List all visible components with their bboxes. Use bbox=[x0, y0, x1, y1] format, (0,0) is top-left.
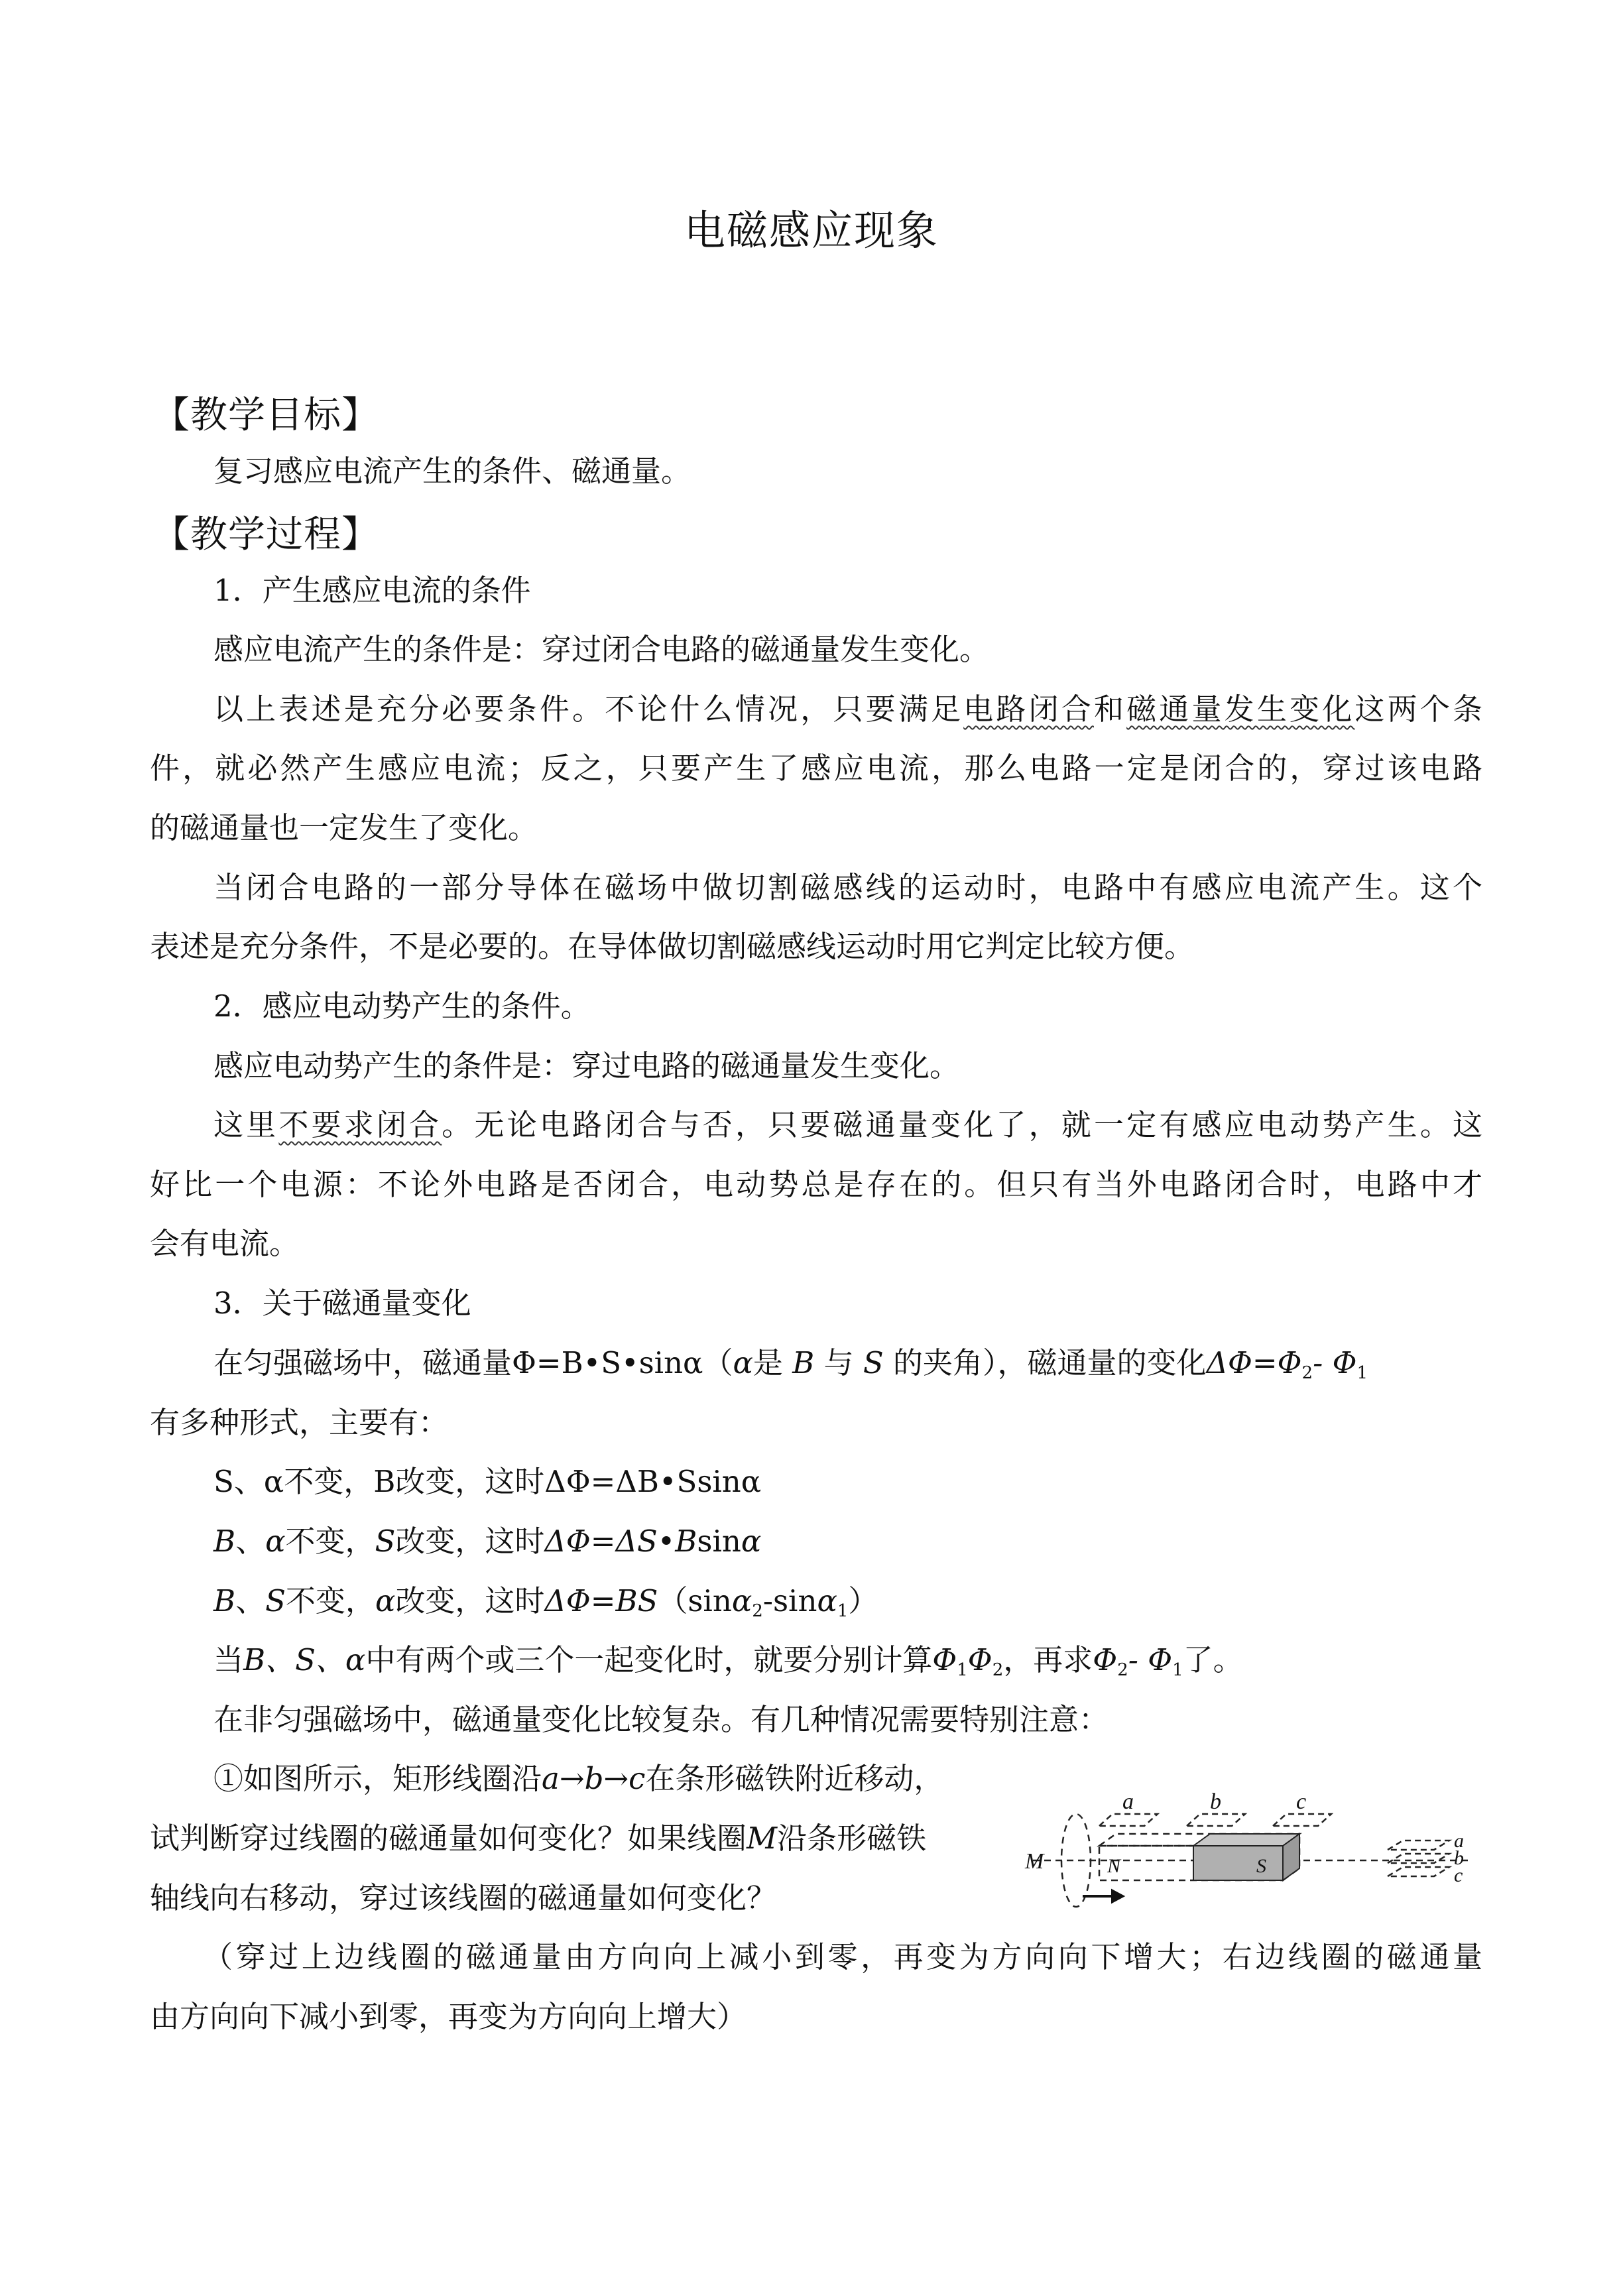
part1-paragraph3-line1: 当闭合电路的一部分导体在磁场中做切割磁感线的运动时，电路中有感应电流产生。这个 bbox=[213, 870, 1482, 905]
symbol-s: S bbox=[863, 1345, 884, 1380]
symbol-s: S bbox=[265, 1583, 286, 1618]
text-run: 的夹角），磁通量的变化 bbox=[893, 1345, 1207, 1380]
symbol-alpha: α bbox=[731, 1583, 752, 1618]
emphasis-no-closure: 不要求闭合 bbox=[278, 1107, 442, 1142]
symbol-phi: Φ bbox=[967, 1642, 992, 1677]
symbol-phi: Φ bbox=[932, 1642, 957, 1677]
coil-b bbox=[1187, 1814, 1245, 1826]
part1-heading: 1．产生感应电流的条件 bbox=[213, 573, 531, 608]
formula-minus-phi: - Φ bbox=[1313, 1345, 1357, 1380]
text-run: 在匀强磁场中，磁通量Φ=B•S•sinα（ bbox=[213, 1345, 733, 1380]
objectives-text: 复习感应电流产生的条件、磁通量。 bbox=[213, 453, 691, 489]
symbol-b-lower: b bbox=[584, 1761, 604, 1796]
subscript: 1 bbox=[1356, 1363, 1368, 1383]
figure-label-right-b: b bbox=[1454, 1847, 1464, 1869]
text-run: 和 bbox=[1093, 692, 1127, 727]
text-run: ①如图所示，矩形线圈沿 bbox=[213, 1761, 542, 1796]
part2-heading: 2．感应电动势产生的条件。 bbox=[213, 989, 591, 1024]
figure-label-c: c bbox=[1296, 1789, 1307, 1814]
text-run: ，再求 bbox=[1003, 1642, 1093, 1677]
question1-line2 bbox=[150, 1821, 927, 1856]
figure-label-m: M bbox=[1025, 1849, 1044, 1874]
coil-c bbox=[1273, 1814, 1331, 1826]
text-run: 中有两个或三个一起变化时，就要分别计算 bbox=[365, 1642, 933, 1677]
subscript: 2 bbox=[992, 1660, 1004, 1680]
magnet-s-top bbox=[1193, 1834, 1299, 1846]
figure-label-s: S bbox=[1256, 1855, 1266, 1877]
symbol-alpha: α bbox=[375, 1583, 396, 1618]
text-run: 、 bbox=[235, 1524, 266, 1559]
subscript: 2 bbox=[1117, 1660, 1128, 1680]
part1-paragraph2-line2: 件，就必然产生感应电流；反之，只要产生了感应电流，那么电路一定是闭合的，穿过该电路 bbox=[150, 751, 1482, 786]
text-run: 不变， bbox=[285, 1583, 375, 1618]
figure-label-right-c: c bbox=[1454, 1864, 1463, 1886]
symbol-alpha: α bbox=[733, 1345, 753, 1380]
symbol-alpha: α bbox=[741, 1524, 762, 1559]
formula: ΔΦ=ΔS•B bbox=[544, 1524, 697, 1559]
text-run: 与 bbox=[823, 1345, 854, 1380]
case-3 bbox=[213, 1583, 878, 1621]
text-run: 沿条形磁铁 bbox=[777, 1821, 927, 1856]
formula-delta-phi: ΔΦ=Φ bbox=[1206, 1345, 1302, 1380]
text-run: 了。 bbox=[1183, 1642, 1243, 1677]
subscript: 2 bbox=[752, 1601, 763, 1621]
symbol-alpha: α bbox=[265, 1524, 286, 1559]
question1-line1 bbox=[213, 1761, 944, 1796]
symbols: B、S、α bbox=[243, 1642, 366, 1677]
subscript: 1 bbox=[957, 1660, 968, 1680]
text-run: 当 bbox=[213, 1642, 244, 1677]
flux-formula-line bbox=[213, 1345, 1368, 1383]
case-1: S、α不变，B改变，这时ΔΦ=ΔB•Ssinα bbox=[213, 1464, 762, 1499]
emphasis-circuit-closed: 电路闭合 bbox=[963, 692, 1094, 727]
part1-paragraph3-line2: 表述是充分条件，不是必要的。在导体做切割磁感线运动时用它判定比较方便。 bbox=[150, 929, 1195, 964]
magnet-s-pole bbox=[1193, 1846, 1283, 1880]
coil-right-a bbox=[1388, 1841, 1449, 1850]
nonuniform-line: 在非匀强磁场中，磁通量变化比较复杂。有几种情况需要特别注意： bbox=[213, 1702, 1109, 1737]
answer-line2: 由方向向下减小到零，再变为方向向上增大） bbox=[150, 1999, 747, 2034]
symbol-b: B bbox=[792, 1345, 815, 1380]
case-2 bbox=[213, 1524, 762, 1559]
emphasis-flux-change: 磁通量发生变化 bbox=[1126, 692, 1355, 727]
formula: ΔΦ=BS bbox=[544, 1583, 658, 1618]
text-run: 不变， bbox=[285, 1524, 375, 1559]
symbol-phi: Φ bbox=[1093, 1642, 1118, 1677]
objectives-heading: 【教学目标】 bbox=[152, 394, 379, 437]
figure-label-b: b bbox=[1210, 1789, 1221, 1814]
part1-paragraph2-line1 bbox=[213, 692, 1482, 727]
symbol-a: a bbox=[542, 1761, 560, 1796]
text-run: （sin bbox=[658, 1583, 732, 1618]
text-run: 在条形磁铁附近移动， bbox=[645, 1761, 944, 1796]
process-heading: 【教学过程】 bbox=[152, 513, 379, 556]
text-run: 改变，这时 bbox=[395, 1583, 545, 1618]
magnet-coil-figure bbox=[1020, 1782, 1484, 1908]
text-run: 。无论电路闭合与否，只要磁通量变化了，就一定有感应电动势产生。这 bbox=[442, 1107, 1482, 1142]
motion-arrow-icon bbox=[1083, 1891, 1122, 1902]
part1-paragraph1: 感应电流产生的条件是：穿过闭合电路的磁通量发生变化。 bbox=[213, 632, 990, 667]
coil-m bbox=[1061, 1814, 1091, 1907]
figure-label-n: N bbox=[1107, 1855, 1121, 1877]
text-run: 这里 bbox=[213, 1107, 279, 1142]
part2-paragraph1: 感应电动势产生的条件是：穿过电路的磁通量发生变化。 bbox=[213, 1048, 960, 1083]
subscript: 2 bbox=[1301, 1363, 1313, 1383]
symbol-b: B bbox=[213, 1524, 236, 1559]
text-run: 改变，这时 bbox=[395, 1524, 545, 1559]
answer-line1: （穿过上边线圈的磁通量由方向向上减小到零，再变为方向向下增大；右边线圈的磁通量 bbox=[203, 1939, 1482, 1974]
symbol-c: c bbox=[629, 1761, 646, 1796]
part3-heading: 3．关于磁通量变化 bbox=[213, 1286, 471, 1321]
figure-label-a: a bbox=[1122, 1789, 1134, 1814]
symbol-b: B bbox=[213, 1583, 236, 1618]
text-run: 试判断穿过线圈的磁通量如何变化？如果线圈 bbox=[150, 1821, 747, 1856]
text-run: ） bbox=[848, 1583, 878, 1618]
subscript: 1 bbox=[837, 1601, 849, 1621]
many-forms-line: 有多种形式，主要有： bbox=[150, 1405, 449, 1440]
coil-right-b bbox=[1388, 1854, 1449, 1863]
multi-variable-line bbox=[213, 1642, 1243, 1680]
arrow-right-icon: → bbox=[559, 1761, 585, 1796]
arrow-right-icon: → bbox=[603, 1761, 629, 1796]
symbol-m: M bbox=[747, 1821, 778, 1856]
figure-label-right-a: a bbox=[1454, 1830, 1464, 1852]
question1-line3: 轴线向右移动，穿过该线圈的磁通量如何变化？ bbox=[150, 1880, 777, 1915]
coil-right-c bbox=[1388, 1867, 1449, 1876]
coil-a bbox=[1099, 1814, 1158, 1826]
text-run: 、 bbox=[235, 1583, 266, 1618]
text-run: 以上表述是充分必要条件。不论什么情况，只要满足 bbox=[213, 692, 964, 727]
symbol-phi: - Φ bbox=[1128, 1642, 1173, 1677]
symbol-alpha: α bbox=[817, 1583, 837, 1618]
text-run: -sin bbox=[762, 1583, 817, 1618]
text-run: 这两个条 bbox=[1354, 692, 1482, 727]
part2-paragraph2-line2: 好比一个电源：不论外电路是否闭合，电动势总是存在的。但只有当外电路闭合时，电路中才 bbox=[150, 1167, 1482, 1202]
part2-paragraph2-line3: 会有电流。 bbox=[150, 1226, 300, 1261]
subscript: 1 bbox=[1172, 1660, 1183, 1680]
part2-paragraph2-line1 bbox=[213, 1107, 1482, 1142]
text-run: 是 bbox=[752, 1345, 783, 1380]
text-run: sin bbox=[697, 1524, 741, 1559]
part1-paragraph2-line3: 的磁通量也一定发生了变化。 bbox=[150, 810, 538, 845]
page-title: 电磁感应现象 bbox=[684, 206, 939, 255]
symbol-s: S bbox=[375, 1524, 396, 1559]
